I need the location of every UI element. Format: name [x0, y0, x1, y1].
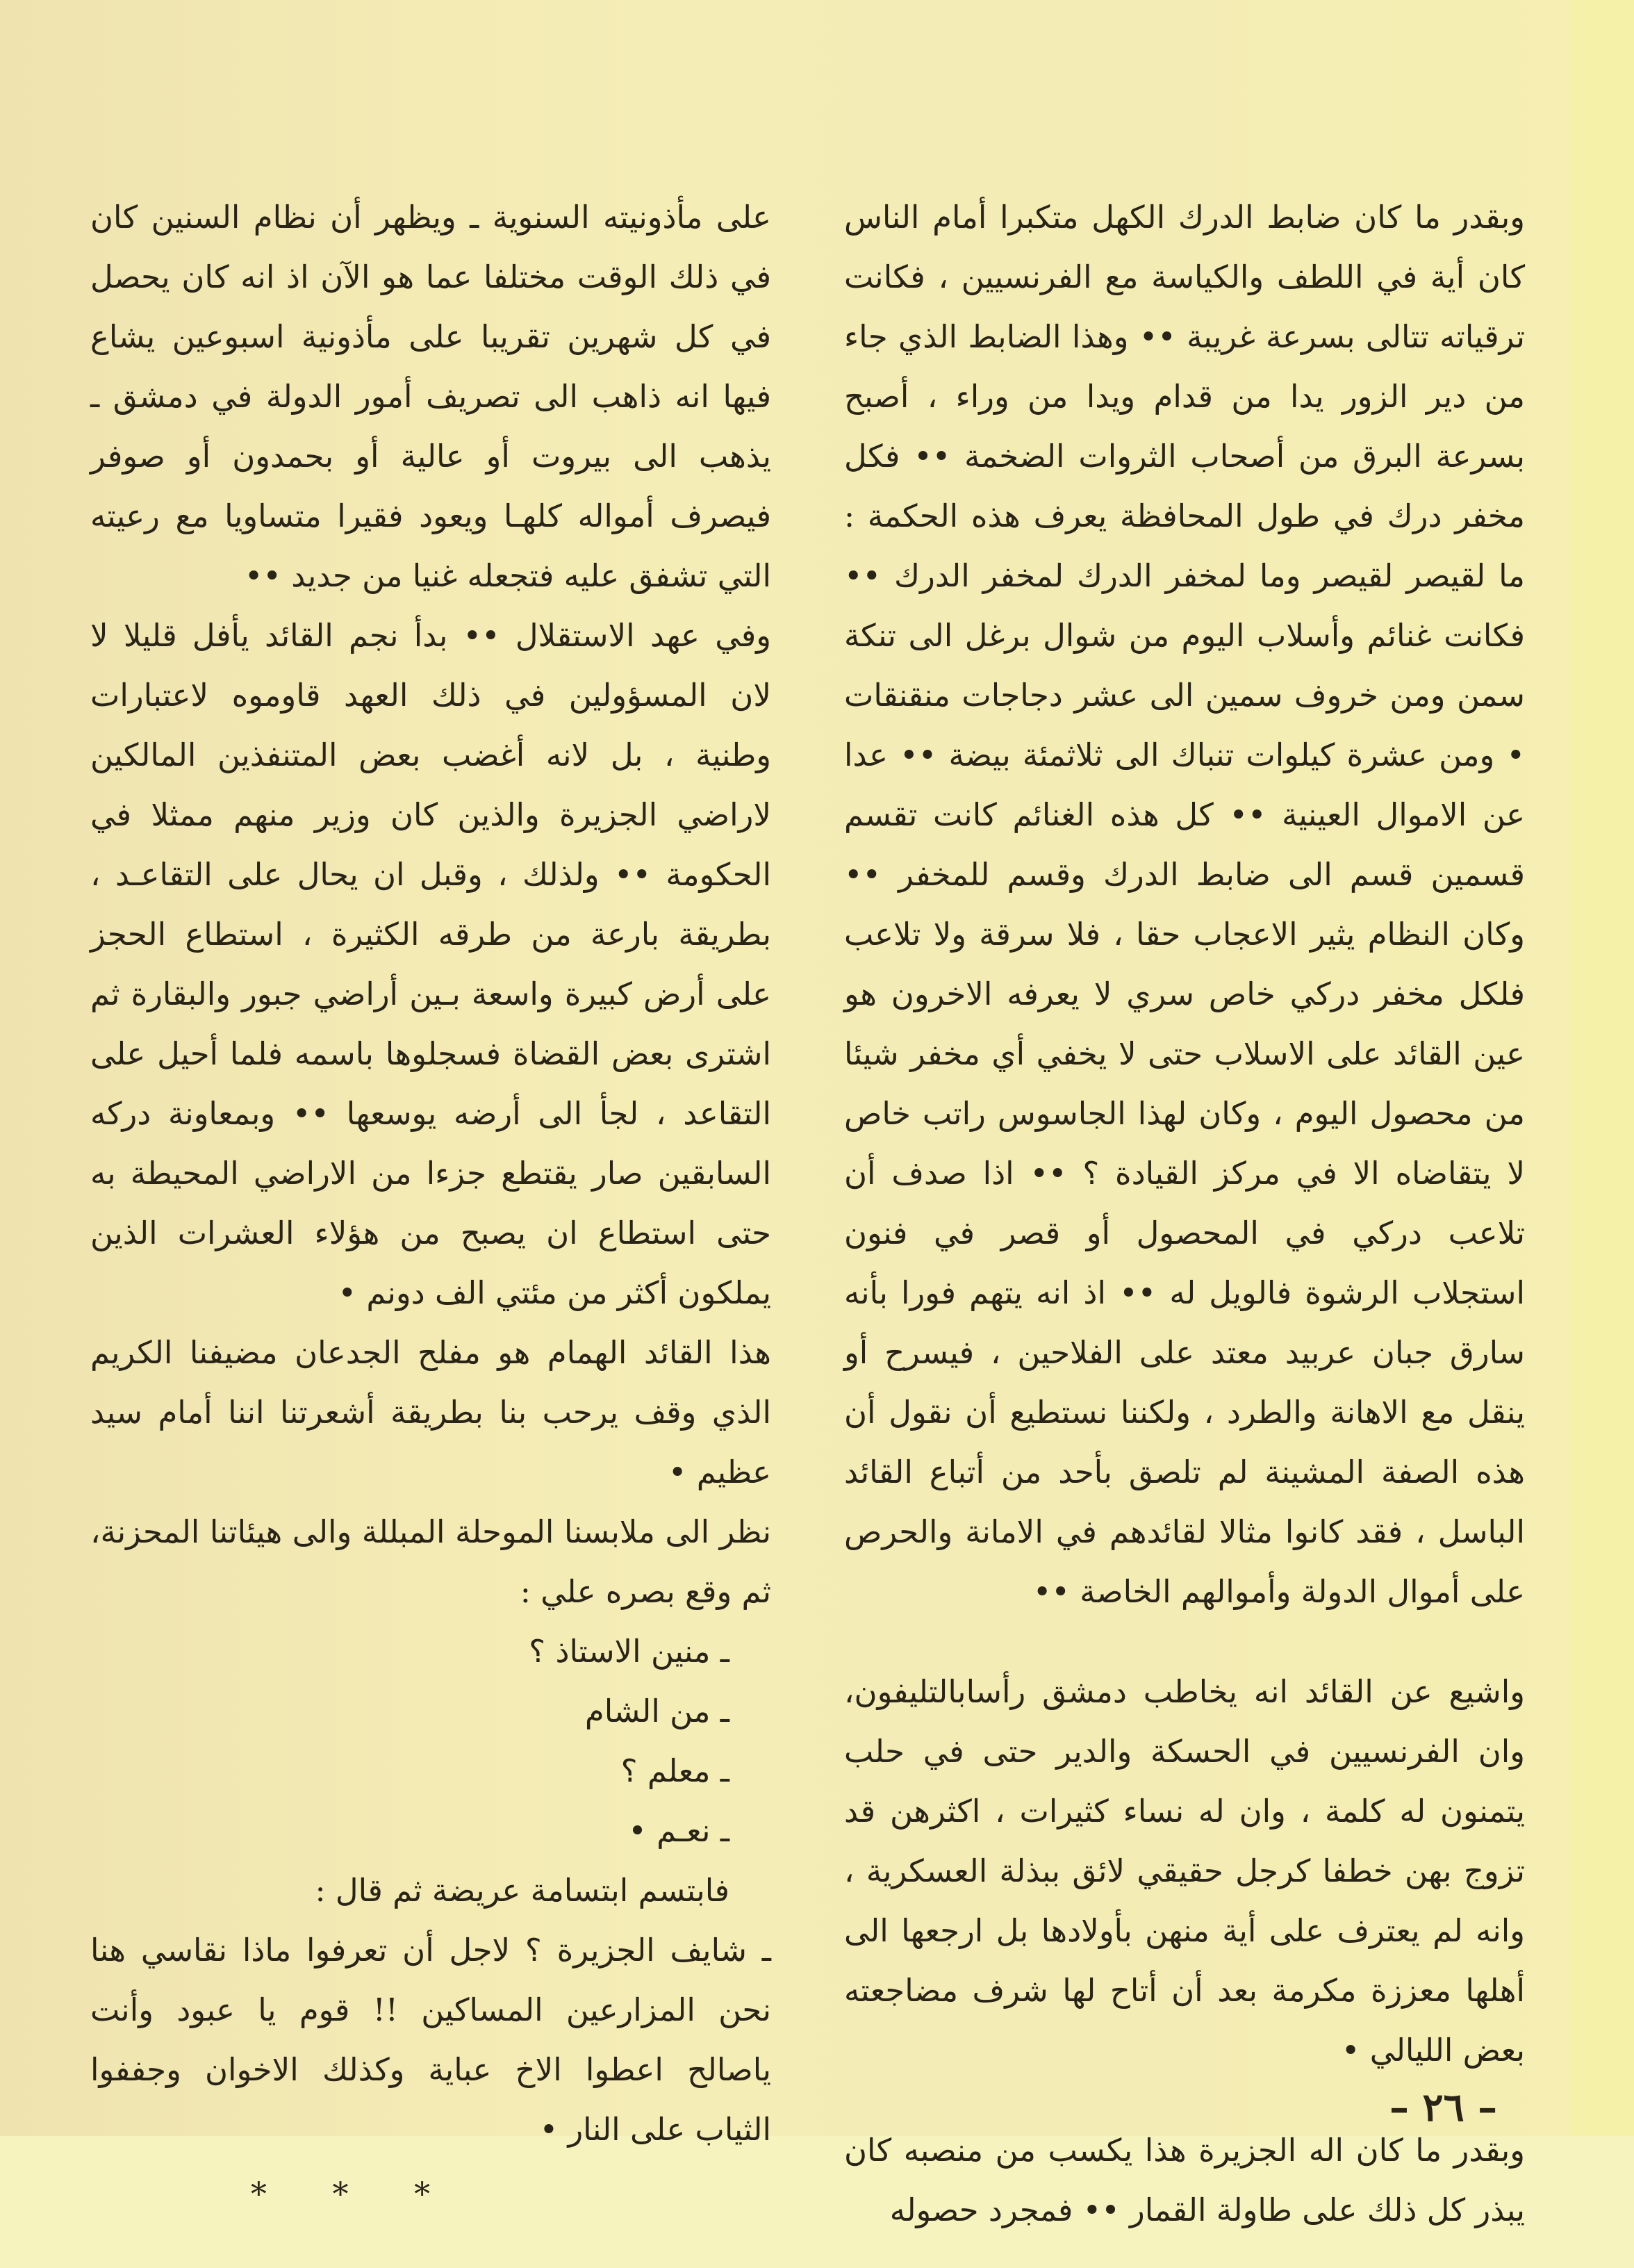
- paragraph: وفي عهد الاستقلال •• بدأ نجم القائد يأفل قليلا لا لان المسؤولين في ذلك العهد قاوموه لاعتبارات وطنية ، بل لانه أغضب بعض المتنفذين المالكين لاراضي الجزيرة والذين كان وزير منهم ممثلا في الحكومة •• ولذلك ، وقبل ان يحال على التقاعـد ، بطريقة بارعة من طرقه الكثيرة ، استطاع الحجز على أرض كبيرة واسعة بـين أراضي جبور والبقارة ثم اشترى بعض القضاة فسجلوها باسمه فلما أحيل على التقاعد ، لجأ الى أرضه يوسعها •• وبمعاونة دركه السابقين صار يقتطع جزءا من الاراضي المحيطة به حتى استطاع ان يصبح من هؤلاء العشرات الذين يملكون أكثر من مئتي الف دونم •: [90, 617, 771, 1311]
- paragraph: هذا القائد الهمام هو مفلح الجدعان مضيفنا الكريم الذي وقف يرحب بنا بطريقة أشعرتنا اننا أمام سيد عظيم •: [90, 1334, 771, 1490]
- section-end-stars: * * *: [250, 2175, 459, 2212]
- paragraph: وبقدر ما كان اله الجزيرة هذا يكسب من منصبه كان يبذر كل ذلك على طاولة القمار •• فمجرد حصوله: [844, 2132, 1525, 2228]
- paragraph: نظر الى ملابسنا الموحلة المبللة والى هيئاتنا المحزنة، ثم وقع بصره علي :: [90, 1513, 771, 1610]
- right-text-column: [844, 188, 1525, 2240]
- paragraph: فابتسم ابتسامة عريضة ثم قال :: [315, 1872, 729, 1909]
- paragraph: وبقدر ما كان ضابط الدرك الكهل متكبرا أمام الناس كان أية في اللطف والكياسة مع الفرنسيين ، فكانت ترقياته تتالى بسرعة غريبة •• وهذا الضابط الذي جاء من دير الزور يدا من قدام ويدا من وراء ، أصبح بسرعة البرق من أصحاب الثروات الضخمة •• فكل مخفر درك في طول المحافظة يعرف هذه الحكمة : ما لقيصر لقيصر وما لمخفر الدرك لمخفر الدرك •• فكانت غنائم وأسلاب اليوم من شوال برغل الى تنكة سمن ومن خروف سمين الى عشر دجاجات منقنقات • ومن عشرة كيلوات تنباك الى ثلاثمئة بيضة •• عدا عن الاموال العينية •• كل هذه الغنائم كانت تقسم قسمين قسم الى ضابط الدرك وقسم للمخفر •• وكان النظام يثير الاعجاب حقا ، فلا سرقة ولا تلاعب فلكل مخفر دركي خاص سري لا يعرفه الاخرون هو عين القائد على الاسلاب حتى لا يخفي أي مخفر شيئا من محصول اليوم ، وكان لهذا الجاسوس راتب خاص لا يتقاضاه الا في مركز القيادة ؟ •• اذا صدف أن تلاعب دركي في المحصول أو قصر في فنون استجلاب الرشوة فالويل له •• اذ انه يتهم فورا بأنه سارق جبان عربيد معتد على الفلاحين ، فيسرح أو ينقل مع الاهانة والطرد ، ولكننا نستطيع أن نقول أن هذه الصفة المشينة لم تلصق بأحد من أتباع القائد الباسل ، فقد كانوا مثالا لقائدهم في الامانة والحرص على أموال الدولة وأموالهم الخاصة ••: [844, 199, 1525, 1610]
- page-number: – ٢٦ –: [1389, 2085, 1498, 2130]
- dialogue-line: ـ معلم ؟: [620, 1752, 729, 1789]
- page-edge-strip: [1570, 0, 1634, 2268]
- dialogue-line: ـ من الشام: [584, 1693, 729, 1729]
- dialogue-line: ـ منين الاستاذ ؟: [529, 1633, 729, 1670]
- paragraph: ـ شايف الجزيرة ؟ لاجل أن تعرفوا ماذا نقاسي هنا نحن المزارعين المساكين !! قوم يا عبود وأنت ياصالح اعطوا الاخ عباية وكذلك الاخوان وجففوا الثياب على النار •: [90, 1932, 771, 2148]
- left-text-column: [90, 188, 771, 2224]
- paragraph: على مأذونيته السنوية ـ ويظهر أن نظام السنين كان في ذلك الوقت مختلفا عما هو الآن اذ انه كان يحصل في كل شهرين تقريبا على مأذونية اسبوعين يشاع فيها انه ذاهب الى تصريف أمور الدولة في دمشق ـ يذهب الى بيروت أو عالية أو بحمدون أو صوفر فيصرف أمواله كلهـا ويعود فقيرا متساويا مع رعيته التي تشفق عليه فتجعله غنيا من جديد ••: [90, 199, 771, 594]
- dialogue-line: ـ نعـم •: [628, 1812, 729, 1849]
- paragraph: واشيع عن القائد انه يخاطب دمشق رأسابالتليفون، وان الفرنسيين في الحسكة والدير حتى في حلب يتمنون له كلمة ، وان له نساء كثيرات ، اكثرهن قد تزوج بهن خطفا كرجل حقيقي لائق ببذلة العسكرية ، وانه لم يعترف على أية منهن بأولادها بل ارجعها الى أهلها معززة مكرمة بعد أن أتاح لها شرف مضاجعته بعض الليالي •: [844, 1673, 1525, 2069]
